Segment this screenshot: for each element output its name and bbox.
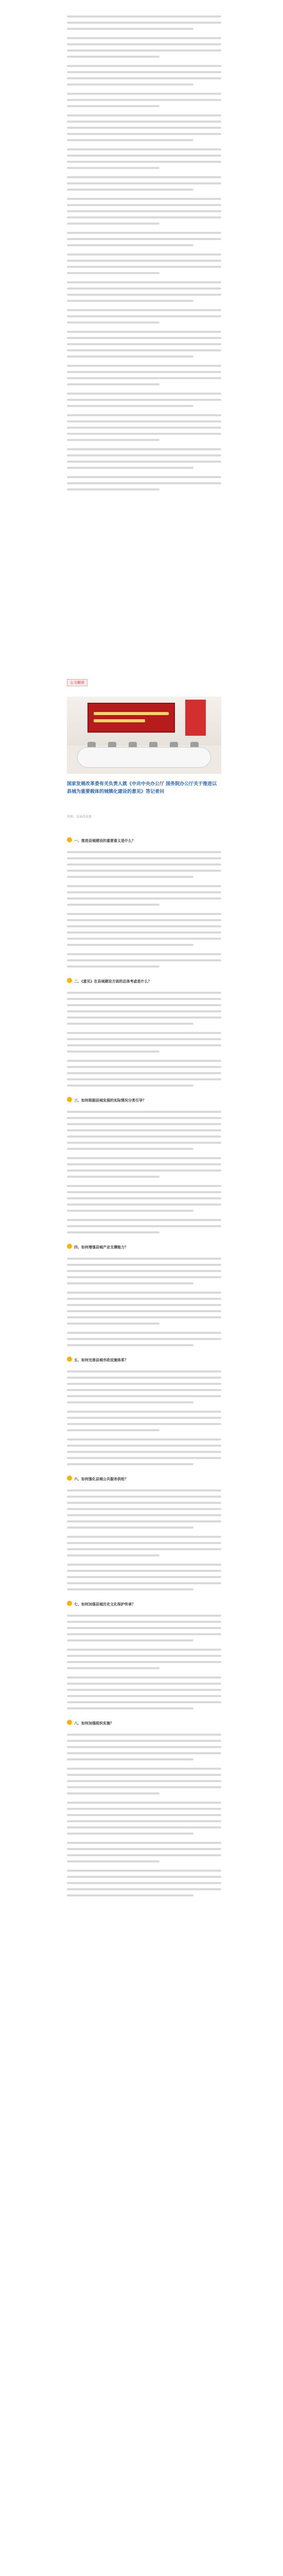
paragraph	[67, 15, 221, 30]
question-icon	[67, 837, 72, 842]
question-icon	[67, 1097, 72, 1102]
qa-item	[67, 837, 221, 968]
paragraph	[67, 448, 221, 469]
question-heading: 三、如何根据县城发展的实际情况分类引导？	[67, 1097, 221, 1104]
paragraph	[67, 148, 221, 169]
paragraph	[67, 393, 221, 407]
question-heading: 二、《意见》在县城建设方面的总体考虑是什么？	[67, 978, 221, 985]
paragraph	[67, 176, 221, 191]
question-heading: 五、如何完善县城市政设施体系？	[67, 1357, 221, 1363]
conference-table	[77, 747, 211, 768]
paragraph	[67, 93, 221, 107]
paragraph	[67, 414, 221, 441]
question-icon	[67, 1476, 72, 1481]
article-title: 国家发展改革委有关负责人就《中共中央办公厅 国务院办公厅关于推进以县城为重要载体的城镇化建设的意见》答记者问	[67, 782, 217, 794]
question-heading: 一、推进县城建设的重要意义是什么？	[67, 837, 221, 844]
qa-item	[67, 1357, 221, 1465]
question-heading: 四、如何增强县城产业支撑能力？	[67, 1244, 221, 1250]
flag-icon	[185, 700, 206, 736]
question-heading: 六、如何强化县城公共服务供给？	[67, 1476, 221, 1482]
paragraph	[67, 281, 221, 302]
paragraph	[67, 65, 221, 86]
question-icon	[67, 1601, 72, 1606]
paragraph	[67, 309, 221, 324]
paragraph	[67, 232, 221, 246]
question-icon	[67, 1244, 72, 1249]
meeting-room-banner-image	[67, 697, 221, 774]
paragraph	[67, 198, 221, 225]
qa-block	[67, 827, 221, 1904]
question-icon	[67, 1357, 72, 1362]
question-icon	[67, 1720, 72, 1725]
question-heading: 七、如何加强县城历史文化保护传承？	[67, 1601, 221, 1607]
article-meta: 来源：发展改革委	[67, 815, 92, 819]
paragraph	[67, 476, 221, 490]
qa-item	[67, 1601, 221, 1709]
qa-item	[67, 978, 221, 1087]
paragraph	[67, 37, 221, 58]
banner-screen	[87, 703, 175, 733]
qa-item	[67, 1097, 221, 1233]
qa-item	[67, 1720, 221, 1896]
paragraph	[67, 365, 221, 385]
intro-text-block	[67, 8, 221, 498]
qa-item	[67, 1244, 221, 1346]
question-heading: 八、如何加强组织实施？	[67, 1720, 221, 1726]
paragraph	[67, 114, 221, 141]
qa-item	[67, 1476, 221, 1590]
paragraph	[67, 253, 221, 274]
paragraph	[67, 331, 221, 358]
question-icon	[67, 978, 72, 983]
article-tag: 公文解读	[67, 679, 87, 686]
